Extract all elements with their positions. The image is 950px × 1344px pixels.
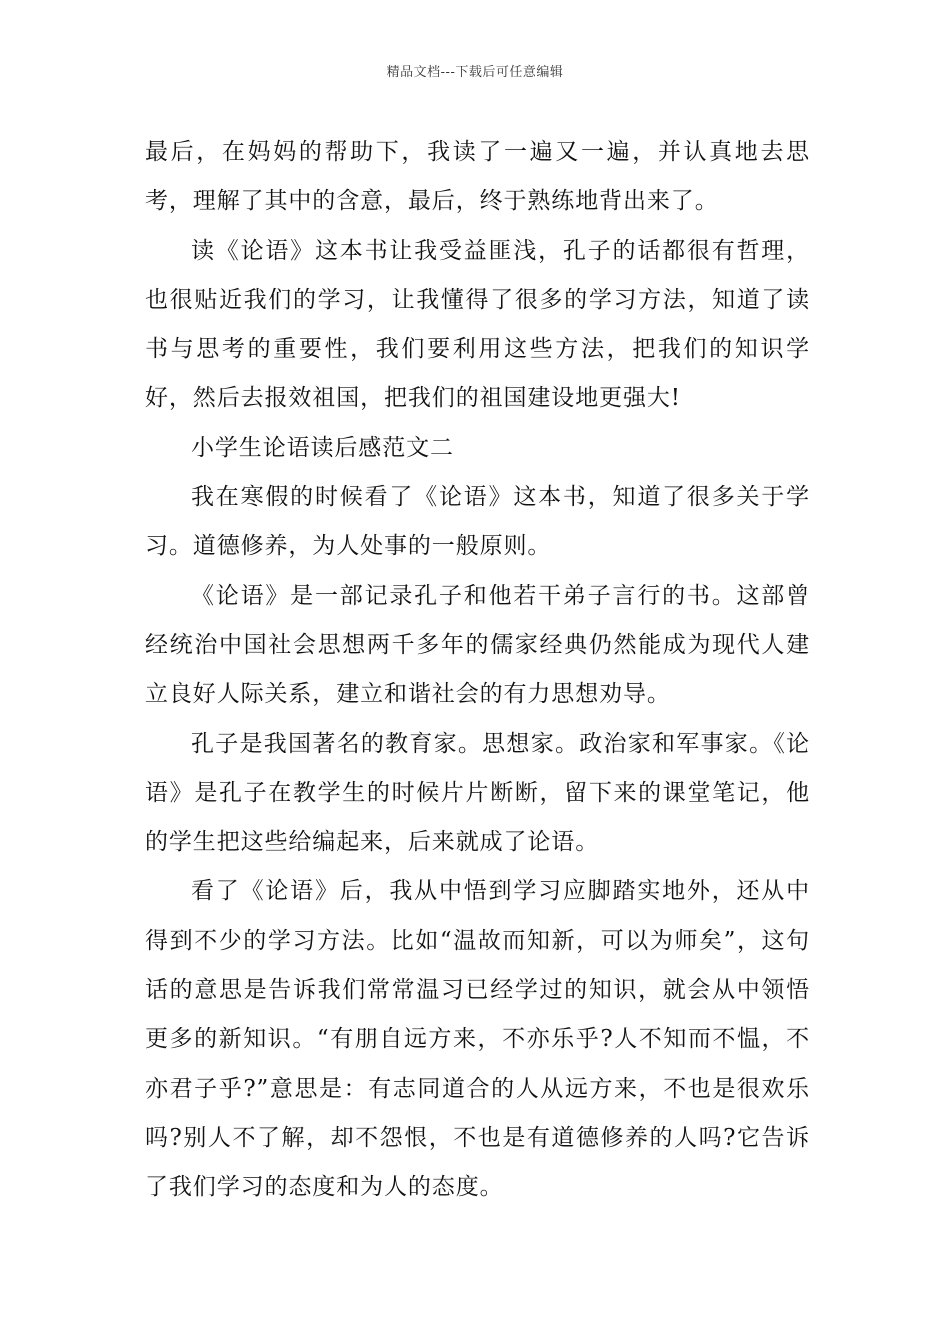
paragraph-confucius: 孔子是我国著名的教育家。思想家。政治家和军事家。《论语》是孔子在教学生的时候片片断断，留下来的课堂笔记，他的学生把这些给编起来，后来就成了论语。 [145,730,810,856]
paragraph-continuation: 最后，在妈妈的帮助下，我读了一遍又一遍，并认真地去思考，理解了其中的含意，最后，终于熟练地背出来了。 [145,139,810,215]
paragraph-reflection: 读《论语》这本书让我受益匪浅，孔子的话都很有哲理，也很贴近我们的学习，让我懂得了很多的学习方法，知道了读书与思考的重要性，我们要利用这些方法，把我们的知识学好，然后去报效祖国，把我们的祖国建设地更强大! [145,237,810,412]
section-heading: 小学生论语读后感范文二 [191,434,454,461]
paragraph-intro: 我在寒假的时候看了《论语》这本书，知道了很多关于学习。道德修养，为人处事的一般原则。 [145,484,810,560]
document-body [145,128,810,1213]
paragraph-book-description: 《论语》是一部记录孔子和他若干弟子言行的书。这部曾经统治中国社会思想两千多年的儒家经典仍然能成为现代人建立良好人际关系，建立和谐社会的有力思想劝导。 [145,582,810,708]
paragraph-lessons: 看了《论语》后，我从中悟到学习应脚踏实地外，还从中得到不少的学习方法。比如“温故而知新，可以为师矣”，这句话的意思是告诉我们常常温习已经学过的知识，就会从中领悟更多的新知识。“有朋自远方来，不亦乐乎?人不知而不愠，不亦君子乎?”意思是：有志同道合的人从远方来，不也是很欢乐吗?别人不了解，却不怨恨，不也是有道德修养的人吗?它告诉了我们学习的态度和为人的态度。 [145,878,810,1201]
page-header: 精品文档---下载后可任意编辑 [386,65,564,80]
